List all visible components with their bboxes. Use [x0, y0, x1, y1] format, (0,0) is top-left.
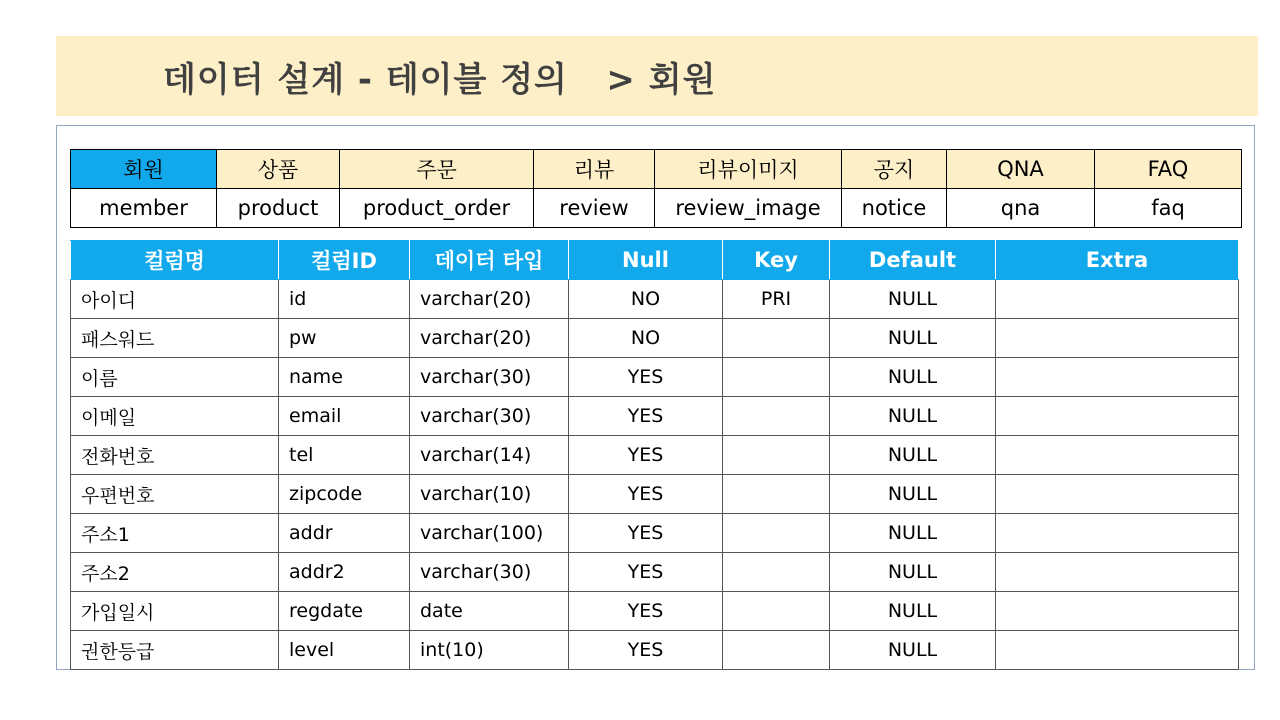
cell-key — [723, 631, 830, 670]
cell-key — [723, 475, 830, 514]
cell-data-type: varchar(20) — [410, 319, 569, 358]
cell-column-name: 전화번호 — [71, 436, 279, 475]
cell-default: NULL — [830, 397, 996, 436]
header-column-name: 컬럼명 — [71, 241, 279, 280]
cell-data-type: varchar(100) — [410, 514, 569, 553]
cell-key — [723, 514, 830, 553]
cell-extra — [996, 475, 1239, 514]
tab-faq[interactable]: FAQ — [1095, 150, 1242, 189]
table-row — [71, 397, 1239, 436]
table-row — [71, 514, 1239, 553]
cell-extra — [996, 358, 1239, 397]
cell-default: NULL — [830, 631, 996, 670]
cell-extra — [996, 631, 1239, 670]
tab-review[interactable]: 리뷰 — [534, 150, 655, 189]
table-row — [71, 358, 1239, 397]
tab-member[interactable]: 회원 — [71, 150, 217, 189]
cell-null: YES — [569, 397, 723, 436]
nav-labels-row — [71, 150, 1242, 189]
cell-data-type: date — [410, 592, 569, 631]
cell-data-type: varchar(30) — [410, 553, 569, 592]
header-extra: Extra — [996, 241, 1239, 280]
cell-key — [723, 319, 830, 358]
table-row — [71, 280, 1239, 319]
cell-default: NULL — [830, 436, 996, 475]
cell-column-name: 우편번호 — [71, 475, 279, 514]
cell-extra — [996, 436, 1239, 475]
cell-column-name: 가입일시 — [71, 592, 279, 631]
cell-key — [723, 436, 830, 475]
cell-null: YES — [569, 436, 723, 475]
cell-null: YES — [569, 553, 723, 592]
table-name-review-image[interactable]: review_image — [655, 189, 842, 228]
table-name-review[interactable]: review — [534, 189, 655, 228]
table-row — [71, 631, 1239, 670]
cell-data-type: varchar(10) — [410, 475, 569, 514]
cell-data-type: int(10) — [410, 631, 569, 670]
cell-key: PRI — [723, 280, 830, 319]
nav-names-row — [71, 189, 1242, 228]
cell-null: NO — [569, 280, 723, 319]
cell-null: YES — [569, 358, 723, 397]
schema-body — [71, 280, 1239, 670]
table-row — [71, 319, 1239, 358]
cell-column-id: tel — [279, 436, 410, 475]
header-column-id: 컬럼ID — [279, 241, 410, 280]
table-name-qna[interactable]: qna — [947, 189, 1095, 228]
cell-column-id: addr — [279, 514, 410, 553]
cell-null: YES — [569, 631, 723, 670]
cell-key — [723, 358, 830, 397]
cell-column-name: 주소2 — [71, 553, 279, 592]
cell-extra — [996, 280, 1239, 319]
cell-extra — [996, 553, 1239, 592]
cell-extra — [996, 592, 1239, 631]
schema-header-row — [71, 241, 1239, 280]
table-row — [71, 475, 1239, 514]
cell-column-name: 이메일 — [71, 397, 279, 436]
cell-key — [723, 592, 830, 631]
table-row — [71, 436, 1239, 475]
cell-default: NULL — [830, 553, 996, 592]
cell-null: YES — [569, 475, 723, 514]
cell-default: NULL — [830, 358, 996, 397]
cell-column-name: 주소1 — [71, 514, 279, 553]
cell-data-type: varchar(14) — [410, 436, 569, 475]
header-null: Null — [569, 241, 723, 280]
cell-null: NO — [569, 319, 723, 358]
cell-default: NULL — [830, 319, 996, 358]
cell-column-name: 패스워드 — [71, 319, 279, 358]
title-bar — [56, 36, 1258, 116]
cell-column-name: 아이디 — [71, 280, 279, 319]
cell-column-id: regdate — [279, 592, 410, 631]
cell-column-id: addr2 — [279, 553, 410, 592]
tab-notice[interactable]: 공지 — [842, 150, 947, 189]
header-key: Key — [723, 241, 830, 280]
table-row — [71, 592, 1239, 631]
cell-null: YES — [569, 592, 723, 631]
cell-column-id: zipcode — [279, 475, 410, 514]
table-name-notice[interactable]: notice — [842, 189, 947, 228]
cell-data-type: varchar(30) — [410, 397, 569, 436]
table-row — [71, 553, 1239, 592]
cell-key — [723, 553, 830, 592]
cell-column-id: pw — [279, 319, 410, 358]
cell-column-id: name — [279, 358, 410, 397]
page-title: 데이터 설계 - 테이블 정의 > 회원 — [163, 60, 717, 100]
schema-table — [70, 240, 1239, 670]
table-nav — [70, 149, 1242, 228]
cell-extra — [996, 397, 1239, 436]
cell-null: YES — [569, 514, 723, 553]
cell-default: NULL — [830, 475, 996, 514]
cell-data-type: varchar(20) — [410, 280, 569, 319]
cell-data-type: varchar(30) — [410, 358, 569, 397]
table-name-order[interactable]: product_order — [340, 189, 534, 228]
header-default: Default — [830, 241, 996, 280]
tab-order[interactable]: 주문 — [340, 150, 534, 189]
cell-column-id: email — [279, 397, 410, 436]
cell-column-id: level — [279, 631, 410, 670]
table-name-faq[interactable]: faq — [1095, 189, 1242, 228]
cell-column-id: id — [279, 280, 410, 319]
cell-default: NULL — [830, 592, 996, 631]
cell-default: NULL — [830, 514, 996, 553]
cell-extra — [996, 514, 1239, 553]
cell-column-name: 이름 — [71, 358, 279, 397]
header-data-type: 데이터 타입 — [410, 241, 569, 280]
cell-column-name: 권한등급 — [71, 631, 279, 670]
table-name-member[interactable]: member — [71, 189, 217, 228]
tab-qna[interactable]: QNA — [947, 150, 1095, 189]
cell-key — [723, 397, 830, 436]
tab-product[interactable]: 상품 — [217, 150, 340, 189]
tab-review-image[interactable]: 리뷰이미지 — [655, 150, 842, 189]
cell-extra — [996, 319, 1239, 358]
cell-default: NULL — [830, 280, 996, 319]
table-name-product[interactable]: product — [217, 189, 340, 228]
